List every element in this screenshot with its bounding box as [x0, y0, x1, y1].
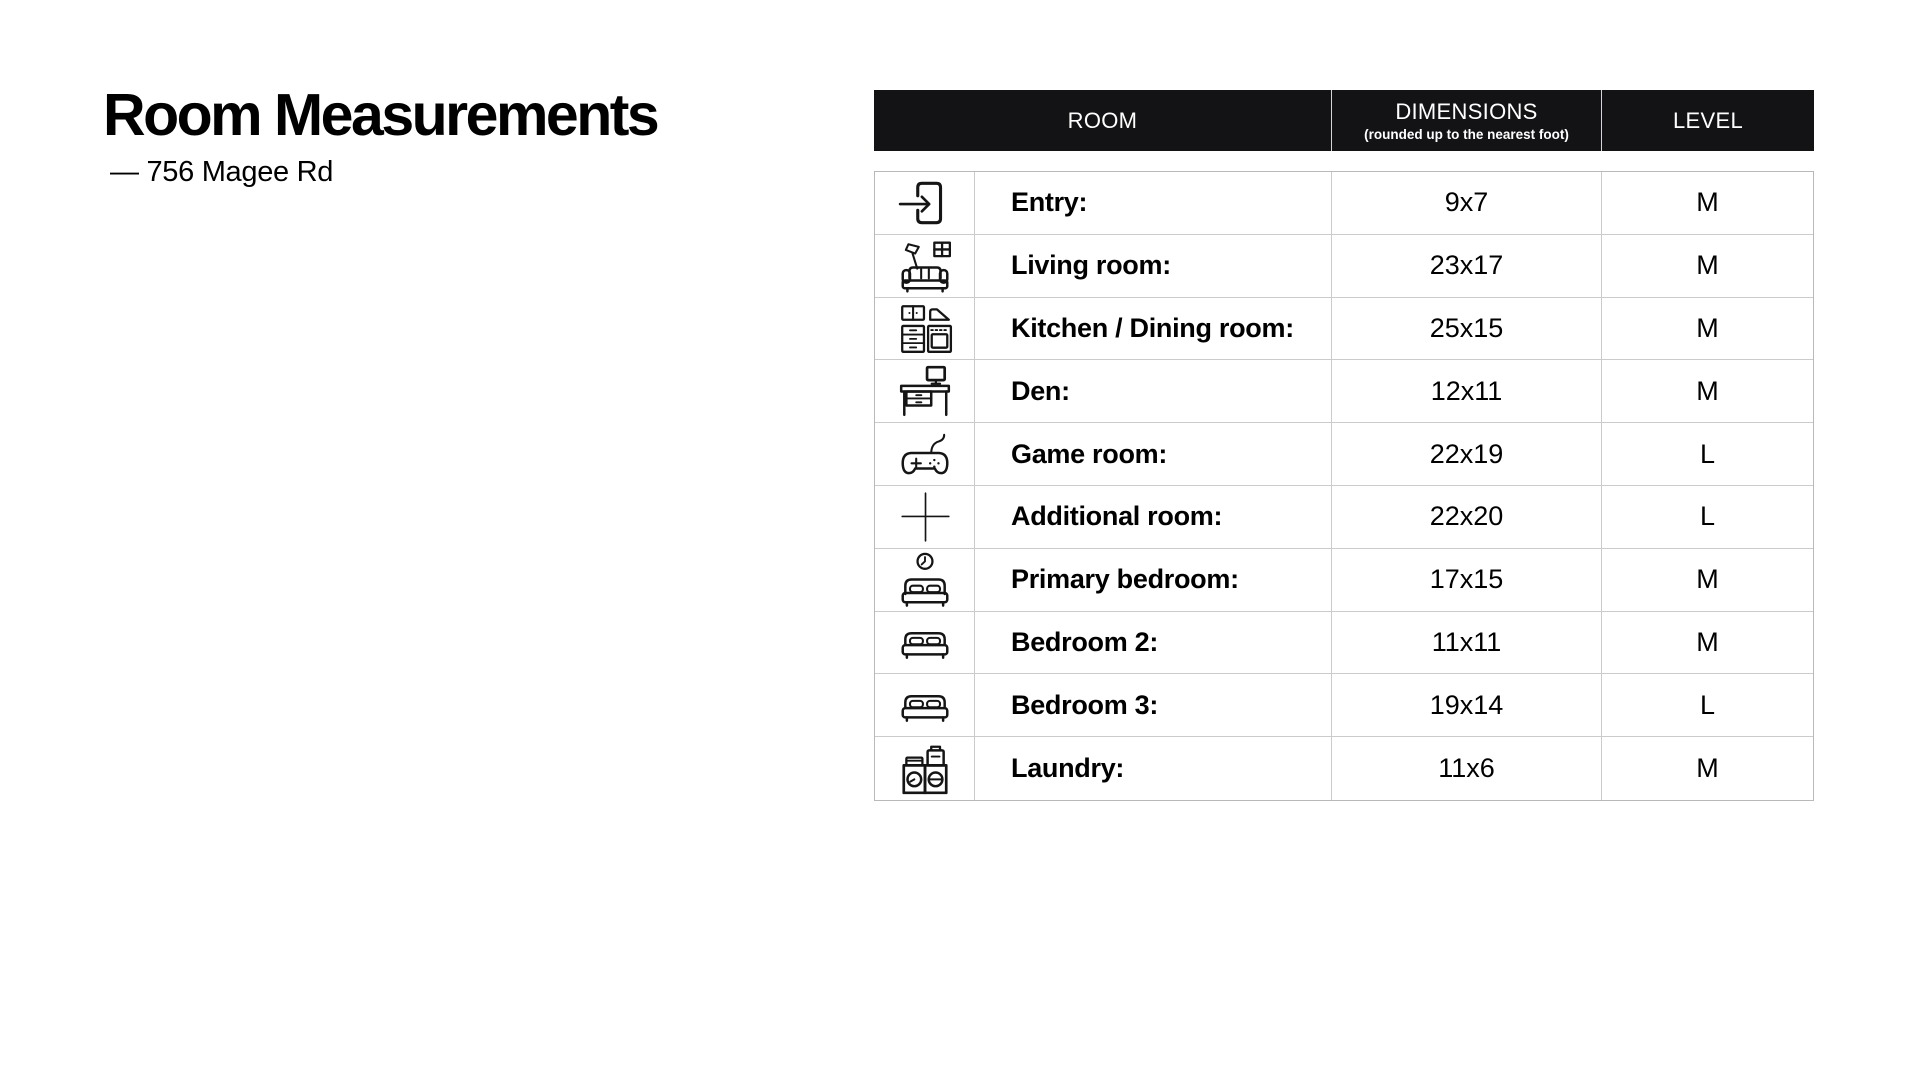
room-name-cell — [975, 235, 1332, 297]
level-value: M — [1696, 564, 1719, 595]
plus-icon — [896, 488, 954, 546]
room-name: Additional room: — [1011, 501, 1223, 532]
level-cell — [1602, 674, 1813, 736]
room-icon-cell — [875, 298, 975, 360]
table-row — [875, 423, 1813, 486]
room-icon-cell — [875, 172, 975, 234]
sofa-lamp-icon — [896, 237, 954, 295]
column-header-dimensions-note: (rounded up to the nearest foot) — [1364, 127, 1569, 142]
table-row — [875, 298, 1813, 361]
laundry-icon — [896, 740, 954, 798]
dimensions-cell — [1332, 423, 1602, 485]
level-cell — [1602, 612, 1813, 674]
column-header-room — [874, 90, 1332, 151]
room-icon-cell — [875, 360, 975, 422]
level-value: L — [1699, 438, 1716, 469]
level-value: L — [1699, 501, 1716, 532]
room-icon-cell — [875, 486, 975, 548]
room-name: Bedroom 3: — [1011, 689, 1159, 720]
level-value: M — [1696, 753, 1719, 784]
dimensions-cell — [1332, 737, 1602, 800]
bed-icon — [896, 613, 954, 671]
table-row — [875, 674, 1813, 737]
title-block — [103, 82, 658, 189]
entry-door-icon — [896, 174, 954, 232]
room-name-cell — [975, 737, 1332, 800]
level-cell — [1602, 486, 1813, 548]
room-name-cell — [975, 360, 1332, 422]
room-name: Primary bedroom: — [1011, 564, 1239, 595]
room-icon-cell — [875, 549, 975, 611]
column-header-level-label: LEVEL — [1673, 107, 1743, 133]
measurements-table — [874, 90, 1814, 801]
room-name-cell — [975, 612, 1332, 674]
dimensions-value: 11x6 — [1438, 753, 1495, 784]
page-subtitle: — 756 Magee Rd — [110, 155, 334, 188]
table-row — [875, 172, 1813, 235]
table-header-row — [874, 90, 1814, 151]
table-row — [875, 612, 1813, 675]
room-name-cell — [975, 549, 1332, 611]
level-cell — [1602, 737, 1813, 800]
level-value: M — [1696, 375, 1719, 406]
dimensions-value: 23x17 — [1429, 250, 1504, 281]
level-cell — [1602, 360, 1813, 422]
level-cell — [1602, 235, 1813, 297]
room-icon-cell — [875, 612, 975, 674]
level-cell — [1602, 549, 1813, 611]
room-name-cell — [975, 172, 1332, 234]
column-header-dimensions-label: DIMENSIONS — [1395, 99, 1538, 124]
table-row — [875, 549, 1813, 612]
room-name: Laundry: — [1011, 753, 1125, 784]
dimensions-cell — [1332, 549, 1602, 611]
column-header-dimensions — [1332, 90, 1602, 151]
dimensions-cell — [1332, 360, 1602, 422]
room-name-cell — [975, 486, 1332, 548]
room-icon-cell — [875, 235, 975, 297]
dimensions-value: 11x11 — [1431, 626, 1502, 657]
room-name-cell — [975, 674, 1332, 736]
dimensions-cell — [1332, 235, 1602, 297]
room-name-cell — [975, 423, 1332, 485]
table-body — [874, 171, 1814, 801]
dimensions-value: 22x19 — [1429, 438, 1504, 469]
room-name: Game room: — [1011, 438, 1168, 469]
room-icon-cell — [875, 423, 975, 485]
level-value: M — [1696, 312, 1719, 343]
room-name: Bedroom 2: — [1011, 626, 1159, 657]
level-value: M — [1696, 250, 1719, 281]
dimensions-cell — [1332, 674, 1602, 736]
dimensions-value: 12x11 — [1430, 375, 1503, 406]
table-row — [875, 235, 1813, 298]
room-icon-cell — [875, 674, 975, 736]
table-row — [875, 737, 1813, 800]
column-header-level — [1602, 90, 1814, 151]
gamepad-icon — [896, 425, 954, 483]
dimensions-cell — [1332, 172, 1602, 234]
room-name: Kitchen / Dining room: — [1011, 312, 1294, 343]
room-name: Entry: — [1011, 187, 1088, 218]
room-name-cell — [975, 298, 1332, 360]
level-value: M — [1696, 626, 1719, 657]
dimensions-value: 17x15 — [1429, 564, 1504, 595]
column-header-room-label: ROOM — [1067, 107, 1138, 133]
dimensions-value: 19x14 — [1429, 689, 1504, 720]
page-title: Room Measurements — [103, 82, 658, 148]
dimensions-cell — [1332, 486, 1602, 548]
room-name: Den: — [1011, 375, 1070, 406]
level-cell — [1602, 423, 1813, 485]
bed-clock-icon — [896, 551, 954, 609]
level-cell — [1602, 172, 1813, 234]
room-name: Living room: — [1011, 250, 1171, 281]
dimensions-value: 22x20 — [1429, 501, 1504, 532]
room-icon-cell — [875, 737, 975, 800]
bed-icon — [896, 676, 954, 734]
table-row — [875, 486, 1813, 549]
dimensions-value: 25x15 — [1429, 312, 1504, 343]
level-value: L — [1699, 689, 1716, 720]
dimensions-cell — [1332, 612, 1602, 674]
kitchen-icon — [896, 299, 954, 357]
dimensions-value: 9x7 — [1444, 187, 1489, 218]
dimensions-cell — [1332, 298, 1602, 360]
level-value: M — [1696, 187, 1719, 218]
level-cell — [1602, 298, 1813, 360]
desk-computer-icon — [896, 362, 954, 420]
table-row — [875, 360, 1813, 423]
